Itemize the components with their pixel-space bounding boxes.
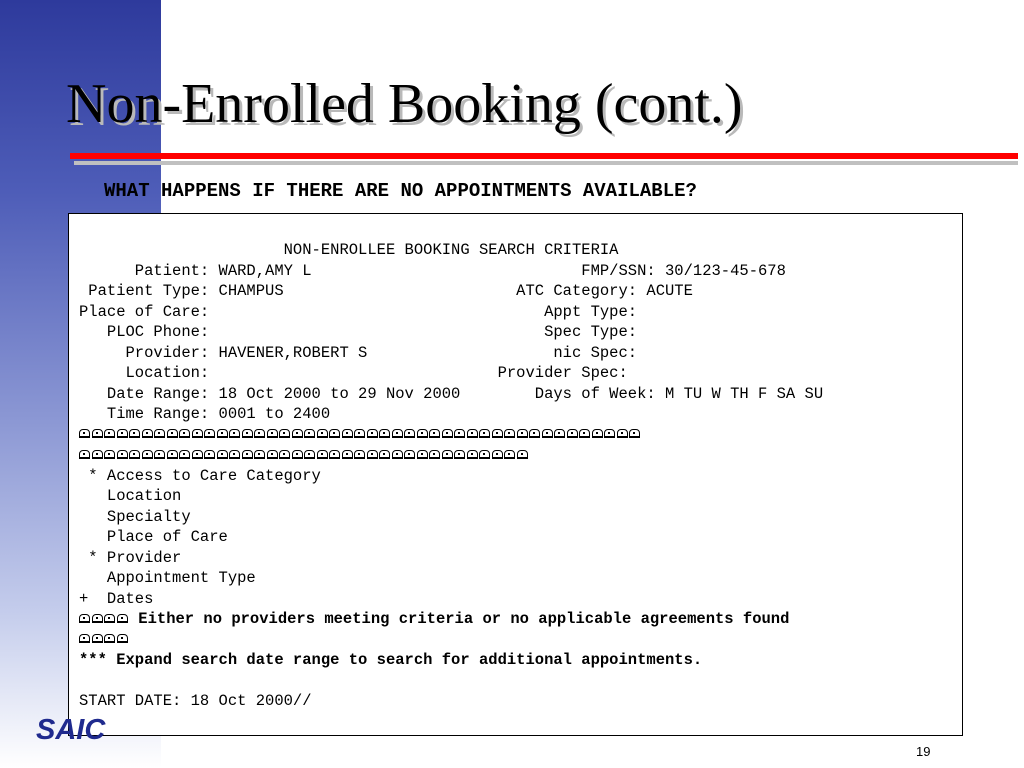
saic-logo: SAIC: [36, 714, 106, 746]
terminal-line-text: Specialty: [79, 507, 191, 526]
separator-glyph-icon: [429, 429, 440, 438]
terminal-line-text: Place of Care: Appt Type:: [79, 302, 638, 321]
separator-glyph-icon: [492, 429, 503, 438]
separator-glyph-icon: [117, 634, 128, 643]
terminal-line-text: NON-ENROLLEE BOOKING SEARCH CRITERIA: [79, 241, 619, 259]
terminal-line: [79, 425, 823, 446]
separator-glyph-icon: [379, 450, 390, 459]
terminal-line-text: Location: [79, 487, 182, 505]
separator-glyph-icon: [179, 450, 190, 459]
separator-glyph-icon: [454, 450, 465, 459]
terminal-line-text: *** Expand search date range to search for additional appointments.: [79, 651, 703, 669]
separator-glyph-icon: [329, 450, 340, 459]
terminal-line: [79, 486, 823, 507]
separator-glyph-icon: [117, 429, 128, 438]
separator-glyph-icon: [104, 614, 115, 623]
separator-glyph-icon: [217, 429, 228, 438]
separator-glyph-icon: [117, 614, 128, 623]
separator-glyph-icon: [479, 450, 490, 459]
separator-glyph-icon: [354, 429, 365, 438]
separator-glyph-icon: [542, 429, 553, 438]
separator-glyph-icon: [267, 429, 278, 438]
separator-glyph-icon: [179, 429, 190, 438]
terminal-line-text: PLOC Phone: Spec Type:: [79, 323, 638, 341]
terminal-line: [79, 240, 823, 261]
terminal-screen: [68, 213, 963, 736]
separator-glyph-icon: [92, 450, 103, 459]
separator-glyph-icon: [629, 429, 640, 438]
separator-glyph-icon: [142, 429, 153, 438]
terminal-line: [79, 527, 823, 548]
terminal-line: [79, 466, 823, 487]
terminal-line: [79, 445, 823, 466]
separator-glyph-icon: [554, 429, 565, 438]
terminal-line-text: Provider: HAVENER,ROBERT S nic Spec:: [79, 343, 638, 362]
separator-glyph-icon: [317, 450, 328, 459]
separator-glyph-icon: [504, 450, 515, 459]
separator-glyph-icon: [304, 429, 315, 438]
separator-glyph-icon: [342, 450, 353, 459]
separator-glyph-icon: [104, 450, 115, 459]
separator-glyph-icon: [79, 634, 90, 643]
separator-glyph-icon: [129, 450, 140, 459]
separator-glyph-icon: [229, 450, 240, 459]
separator-glyphs: [79, 449, 529, 461]
separator-glyph-icon: [417, 450, 428, 459]
separator-glyph-icon: [292, 429, 303, 438]
separator-glyph-icon: [167, 450, 178, 459]
separator-glyph-icon: [254, 450, 265, 459]
separator-glyph-icon: [529, 429, 540, 438]
separator-glyph-icon: [79, 614, 90, 623]
title-underline-gray: [74, 161, 1018, 165]
separator-glyph-icon: [92, 634, 103, 643]
terminal-line: [79, 302, 823, 323]
separator-glyph-icon: [192, 429, 203, 438]
separator-glyph-icon: [304, 450, 315, 459]
separator-glyph-icon: [192, 450, 203, 459]
terminal-line: [79, 609, 823, 630]
terminal-line-text: Place of Care: [79, 528, 228, 546]
separator-glyph-icon: [104, 429, 115, 438]
terminal-line: [79, 384, 823, 405]
separator-glyph-icon: [404, 429, 415, 438]
separator-glyph-icon: [204, 450, 215, 459]
separator-glyph-icon: [229, 429, 240, 438]
separator-glyph-icon: [442, 429, 453, 438]
separator-glyph-icon: [129, 429, 140, 438]
separator-glyph-icon: [367, 450, 378, 459]
separator-glyphs: [79, 613, 129, 625]
separator-glyph-icon: [342, 429, 353, 438]
separator-glyph-icon: [267, 450, 278, 459]
separator-glyph-icon: [479, 429, 490, 438]
separator-glyph-icon: [442, 450, 453, 459]
separator-glyph-icon: [379, 429, 390, 438]
separator-glyph-icon: [204, 429, 215, 438]
separator-glyph-icon: [142, 450, 153, 459]
separator-glyph-icon: [429, 450, 440, 459]
title-underline-red: [70, 153, 1018, 159]
separator-glyph-icon: [517, 450, 528, 459]
separator-glyph-icon: [242, 450, 253, 459]
terminal-line-text: Time Range: 0001 to 2400: [79, 405, 331, 423]
separator-glyph-icon: [279, 450, 290, 459]
separator-glyph-icon: [154, 450, 165, 459]
separator-glyph-icon: [167, 429, 178, 438]
terminal-line-text: * Provider: [79, 548, 182, 567]
terminal-line-text: Patient: WARD,AMY L FMP/SSN: 30/123-45-678: [79, 261, 786, 280]
separator-glyph-icon: [117, 450, 128, 459]
page-number: 19: [916, 744, 931, 759]
terminal-line: [79, 281, 823, 302]
separator-glyph-icon: [467, 450, 478, 459]
separator-glyph-icon: [417, 429, 428, 438]
terminal-line: [79, 548, 823, 569]
separator-glyph-icon: [292, 450, 303, 459]
separator-glyph-icon: [242, 429, 253, 438]
terminal-line-text: Appointment Type: [79, 569, 256, 587]
terminal-line: [79, 568, 823, 589]
separator-glyph-icon: [504, 429, 515, 438]
slide-title: Non-Enrolled Booking (cont.): [66, 73, 743, 135]
separator-glyph-icon: [329, 429, 340, 438]
terminal-line-text: Patient Type: CHAMPUS ATC Category: ACUTE: [79, 282, 693, 300]
terminal-line: [79, 671, 823, 692]
terminal-line-text: + Dates: [79, 589, 154, 608]
separator-glyph-icon: [79, 450, 90, 459]
separator-glyph-icon: [617, 429, 628, 438]
terminal-line-text: * Access to Care Category: [79, 466, 321, 485]
separator-glyph-icon: [392, 429, 403, 438]
terminal-line: [79, 322, 823, 343]
terminal-line: [79, 261, 823, 282]
separator-glyph-icon: [579, 429, 590, 438]
terminal-lines: [79, 240, 823, 712]
separator-glyph-icon: [317, 429, 328, 438]
terminal-line: [79, 630, 823, 651]
terminal-line-text: Date Range: 18 Oct 2000 to 29 Nov 2000 Days of Week: M TU W TH F SA SU: [79, 384, 824, 403]
separator-glyph-icon: [592, 429, 603, 438]
separator-glyph-icon: [254, 429, 265, 438]
terminal-line-text: Either no providers meeting criteria or no applicable agreements found: [129, 610, 790, 628]
terminal-line: [79, 363, 823, 384]
separator-glyph-icon: [354, 450, 365, 459]
slide-question: WHAT HAPPENS IF THERE ARE NO APPOINTMENTS AVAILABLE?: [104, 180, 697, 202]
separator-glyph-icon: [567, 429, 578, 438]
separator-glyph-icon: [79, 429, 90, 438]
separator-glyph-icon: [367, 429, 378, 438]
separator-glyph-icon: [454, 429, 465, 438]
separator-glyph-icon: [92, 429, 103, 438]
terminal-line: [79, 507, 823, 528]
terminal-line: [79, 650, 823, 671]
separator-glyph-icon: [154, 429, 165, 438]
terminal-line-text: Location: Provider Spec:: [79, 364, 628, 382]
separator-glyph-icon: [279, 429, 290, 438]
separator-glyph-icon: [104, 634, 115, 643]
separator-glyph-icon: [517, 429, 528, 438]
terminal-line-text: START DATE: 18 Oct 2000//: [79, 692, 312, 710]
terminal-line: [79, 589, 823, 610]
separator-glyph-icon: [392, 450, 403, 459]
separator-glyph-icon: [404, 450, 415, 459]
terminal-line: [79, 404, 823, 425]
separator-glyphs: [79, 428, 642, 440]
terminal-line: [79, 691, 823, 712]
separator-glyph-icon: [492, 450, 503, 459]
separator-glyph-icon: [467, 429, 478, 438]
separator-glyph-icon: [604, 429, 615, 438]
separator-glyphs: [79, 633, 129, 645]
separator-glyph-icon: [92, 614, 103, 623]
terminal-line: [79, 343, 823, 364]
separator-glyph-icon: [217, 450, 228, 459]
